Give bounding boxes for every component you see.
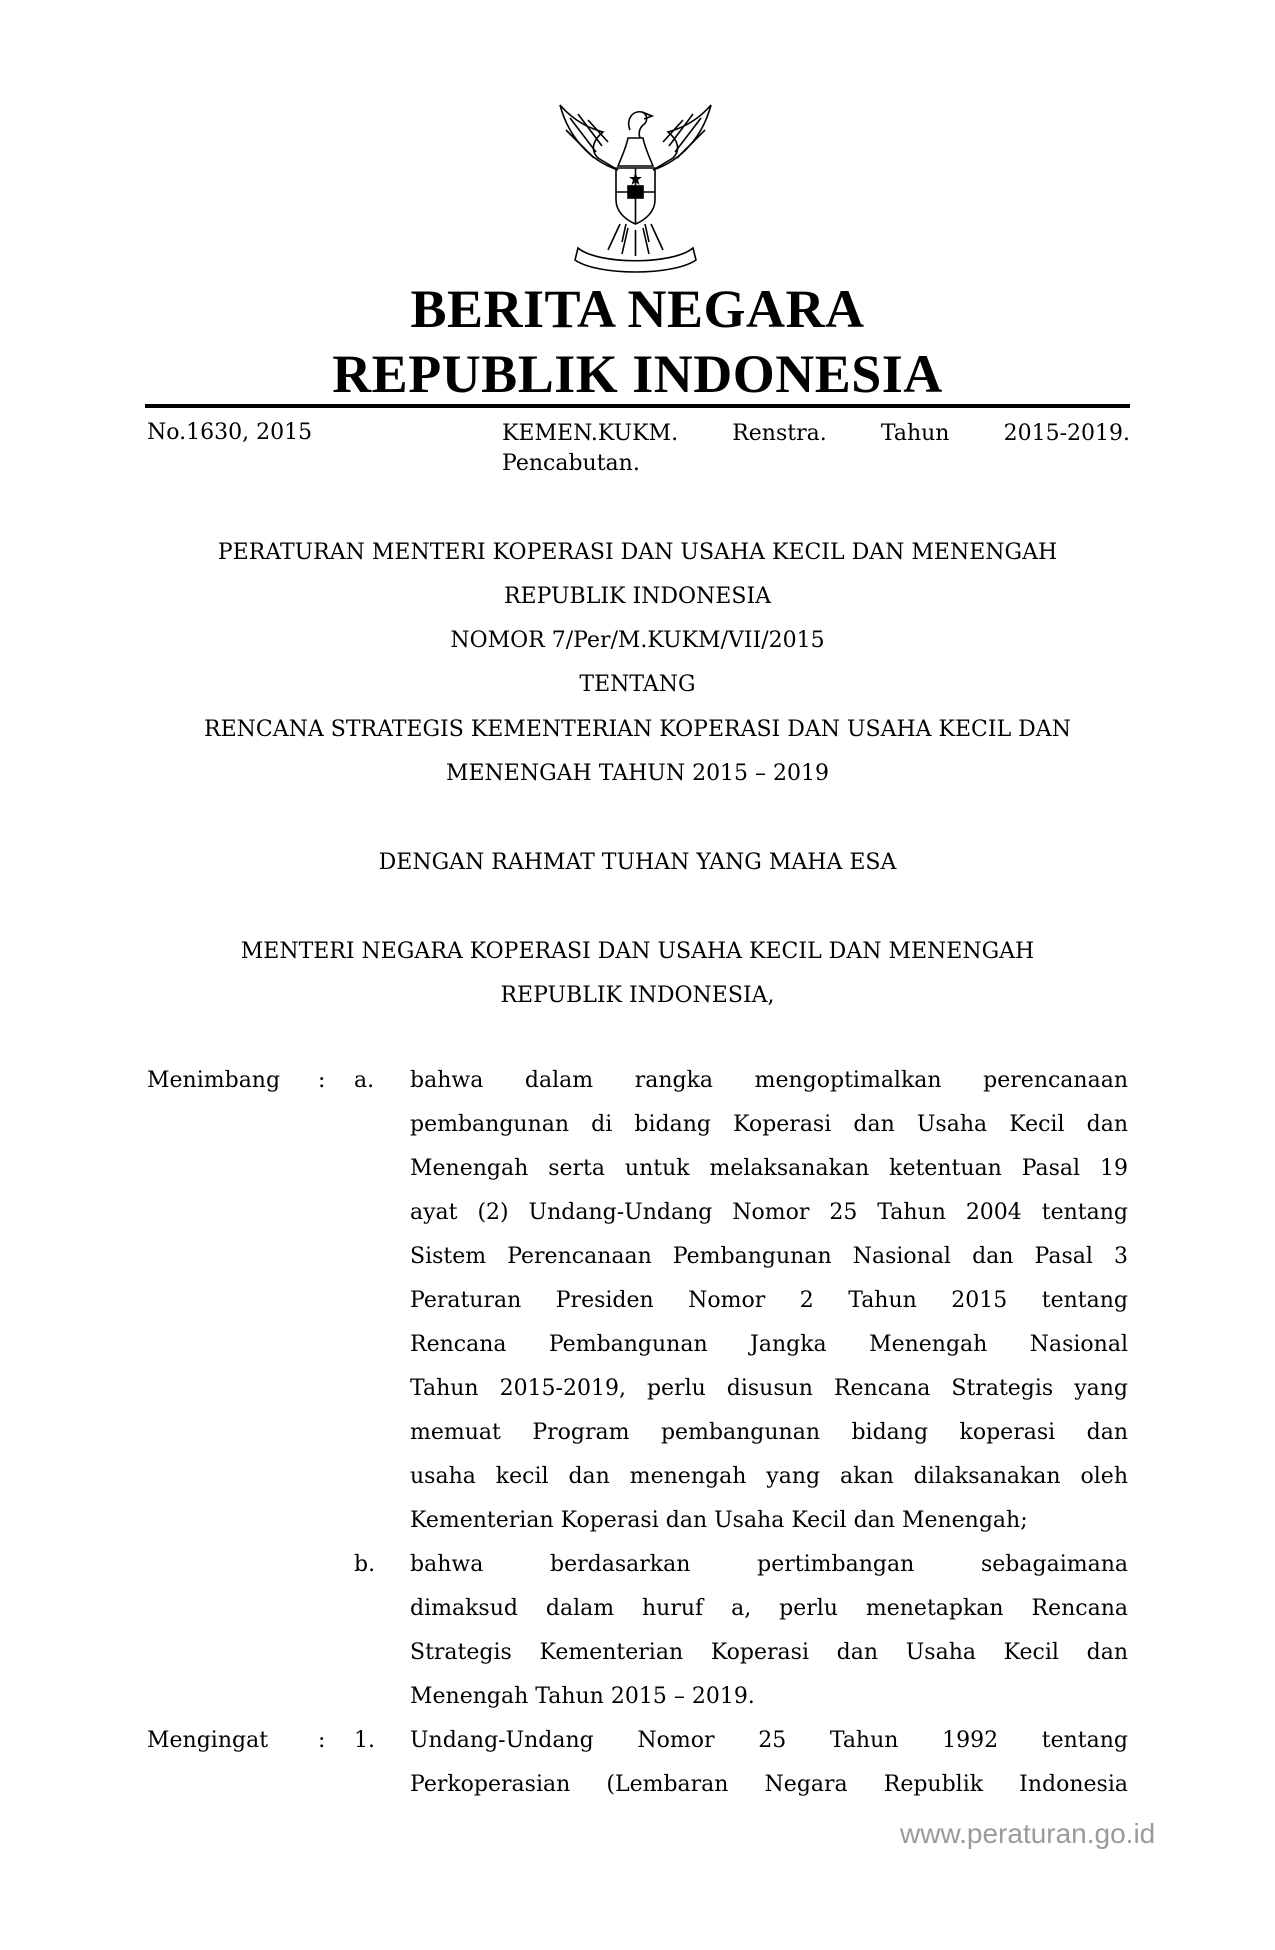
text-line: bahwa berdasarkan pertimbangan sebagaimana: [410, 1552, 1128, 1577]
text-line: bahwa dalam rangka mengoptimalkan perencanaan: [410, 1068, 1128, 1093]
minister-title-line: MENTERI NEGARA KOPERASI DAN USAHA KECIL DAN MENENGAH: [240, 939, 1035, 964]
garuda-emblem-icon: [548, 100, 723, 275]
menimbang-colon: :: [318, 1068, 326, 1093]
regulation-title-line: PERATURAN MENTERI KOPERASI DAN USAHA KECIL DAN MENENGAH: [217, 540, 1058, 565]
gazette-number: No.1630, 2015: [147, 420, 313, 445]
masthead-subtitle: REPUBLIK INDONESIA: [332, 344, 943, 404]
menimbang-label: Menimbang: [147, 1068, 281, 1093]
masthead-title: BERITA NEGARA: [410, 279, 865, 339]
text-line: Strategis Kementerian Koperasi dan Usaha Kecil dan: [410, 1640, 1128, 1665]
regulation-title-line: REPUBLIK INDONESIA: [503, 584, 772, 609]
text-line: Menengah Tahun 2015 – 2019.: [410, 1684, 755, 1709]
menimbang-item-a: [410, 1059, 1128, 1543]
text-line: Menengah serta untuk melaksanakan ketentuan Pasal 19: [410, 1156, 1128, 1181]
mengingat-item-1: [410, 1719, 1128, 1807]
text-line: Perkoperasian (Lembaran Negara Republik Indonesia: [410, 1772, 1128, 1797]
text-line: dimaksud dalam huruf a, perlu menetapkan Rencana: [410, 1596, 1128, 1621]
text-line: Kementerian Koperasi dan Usaha Kecil dan Menengah;: [410, 1508, 1028, 1533]
regulation-tentang: TENTANG: [579, 672, 696, 697]
item-marker: 1.: [354, 1728, 375, 1753]
masthead-divider: [145, 404, 1130, 408]
text-line: Peraturan Presiden Nomor 2 Tahun 2015 tentang: [410, 1288, 1128, 1313]
mengingat-colon: :: [318, 1728, 326, 1753]
item-marker: b.: [354, 1552, 376, 1577]
text-line: ayat (2) Undang-Undang Nomor 25 Tahun 2004 tentang: [410, 1200, 1128, 1225]
text-line: memuat Program pembangunan bidang koperasi dan: [410, 1420, 1128, 1445]
gazette-subject: KEMEN.KUKM. Renstra. Tahun 2015-2019.: [502, 421, 1130, 446]
invocation: DENGAN RAHMAT TUHAN YANG MAHA ESA: [378, 850, 897, 875]
minister-title-line: REPUBLIK INDONESIA,: [500, 983, 775, 1008]
regulation-number: NOMOR 7/Per/M.KUKM/VII/2015: [450, 628, 825, 653]
menimbang-item-b: [410, 1543, 1128, 1719]
text-line: Undang-Undang Nomor 25 Tahun 1992 tentang: [410, 1728, 1128, 1753]
text-line: Tahun 2015-2019, perlu disusun Rencana Strategis yang: [410, 1376, 1128, 1401]
gazette-subject-continued: Pencabutan.: [502, 451, 640, 476]
regulation-subject-line: MENENGAH TAHUN 2015 – 2019: [445, 761, 830, 786]
text-line: Sistem Perencanaan Pembangunan Nasional dan Pasal 3: [410, 1244, 1128, 1269]
text-line: usaha kecil dan menengah yang akan dilaksanakan oleh: [410, 1464, 1128, 1489]
regulation-subject-line: RENCANA STRATEGIS KEMENTERIAN KOPERASI DAN USAHA KECIL DAN: [204, 717, 1071, 742]
website-watermark: www.peraturan.go.id: [900, 1818, 1156, 1849]
text-line: pembangunan di bidang Koperasi dan Usaha Kecil dan: [410, 1112, 1128, 1137]
mengingat-label: Mengingat: [147, 1728, 269, 1753]
item-marker: a.: [354, 1068, 375, 1093]
text-line: Rencana Pembangunan Jangka Menengah Nasional: [410, 1332, 1128, 1357]
